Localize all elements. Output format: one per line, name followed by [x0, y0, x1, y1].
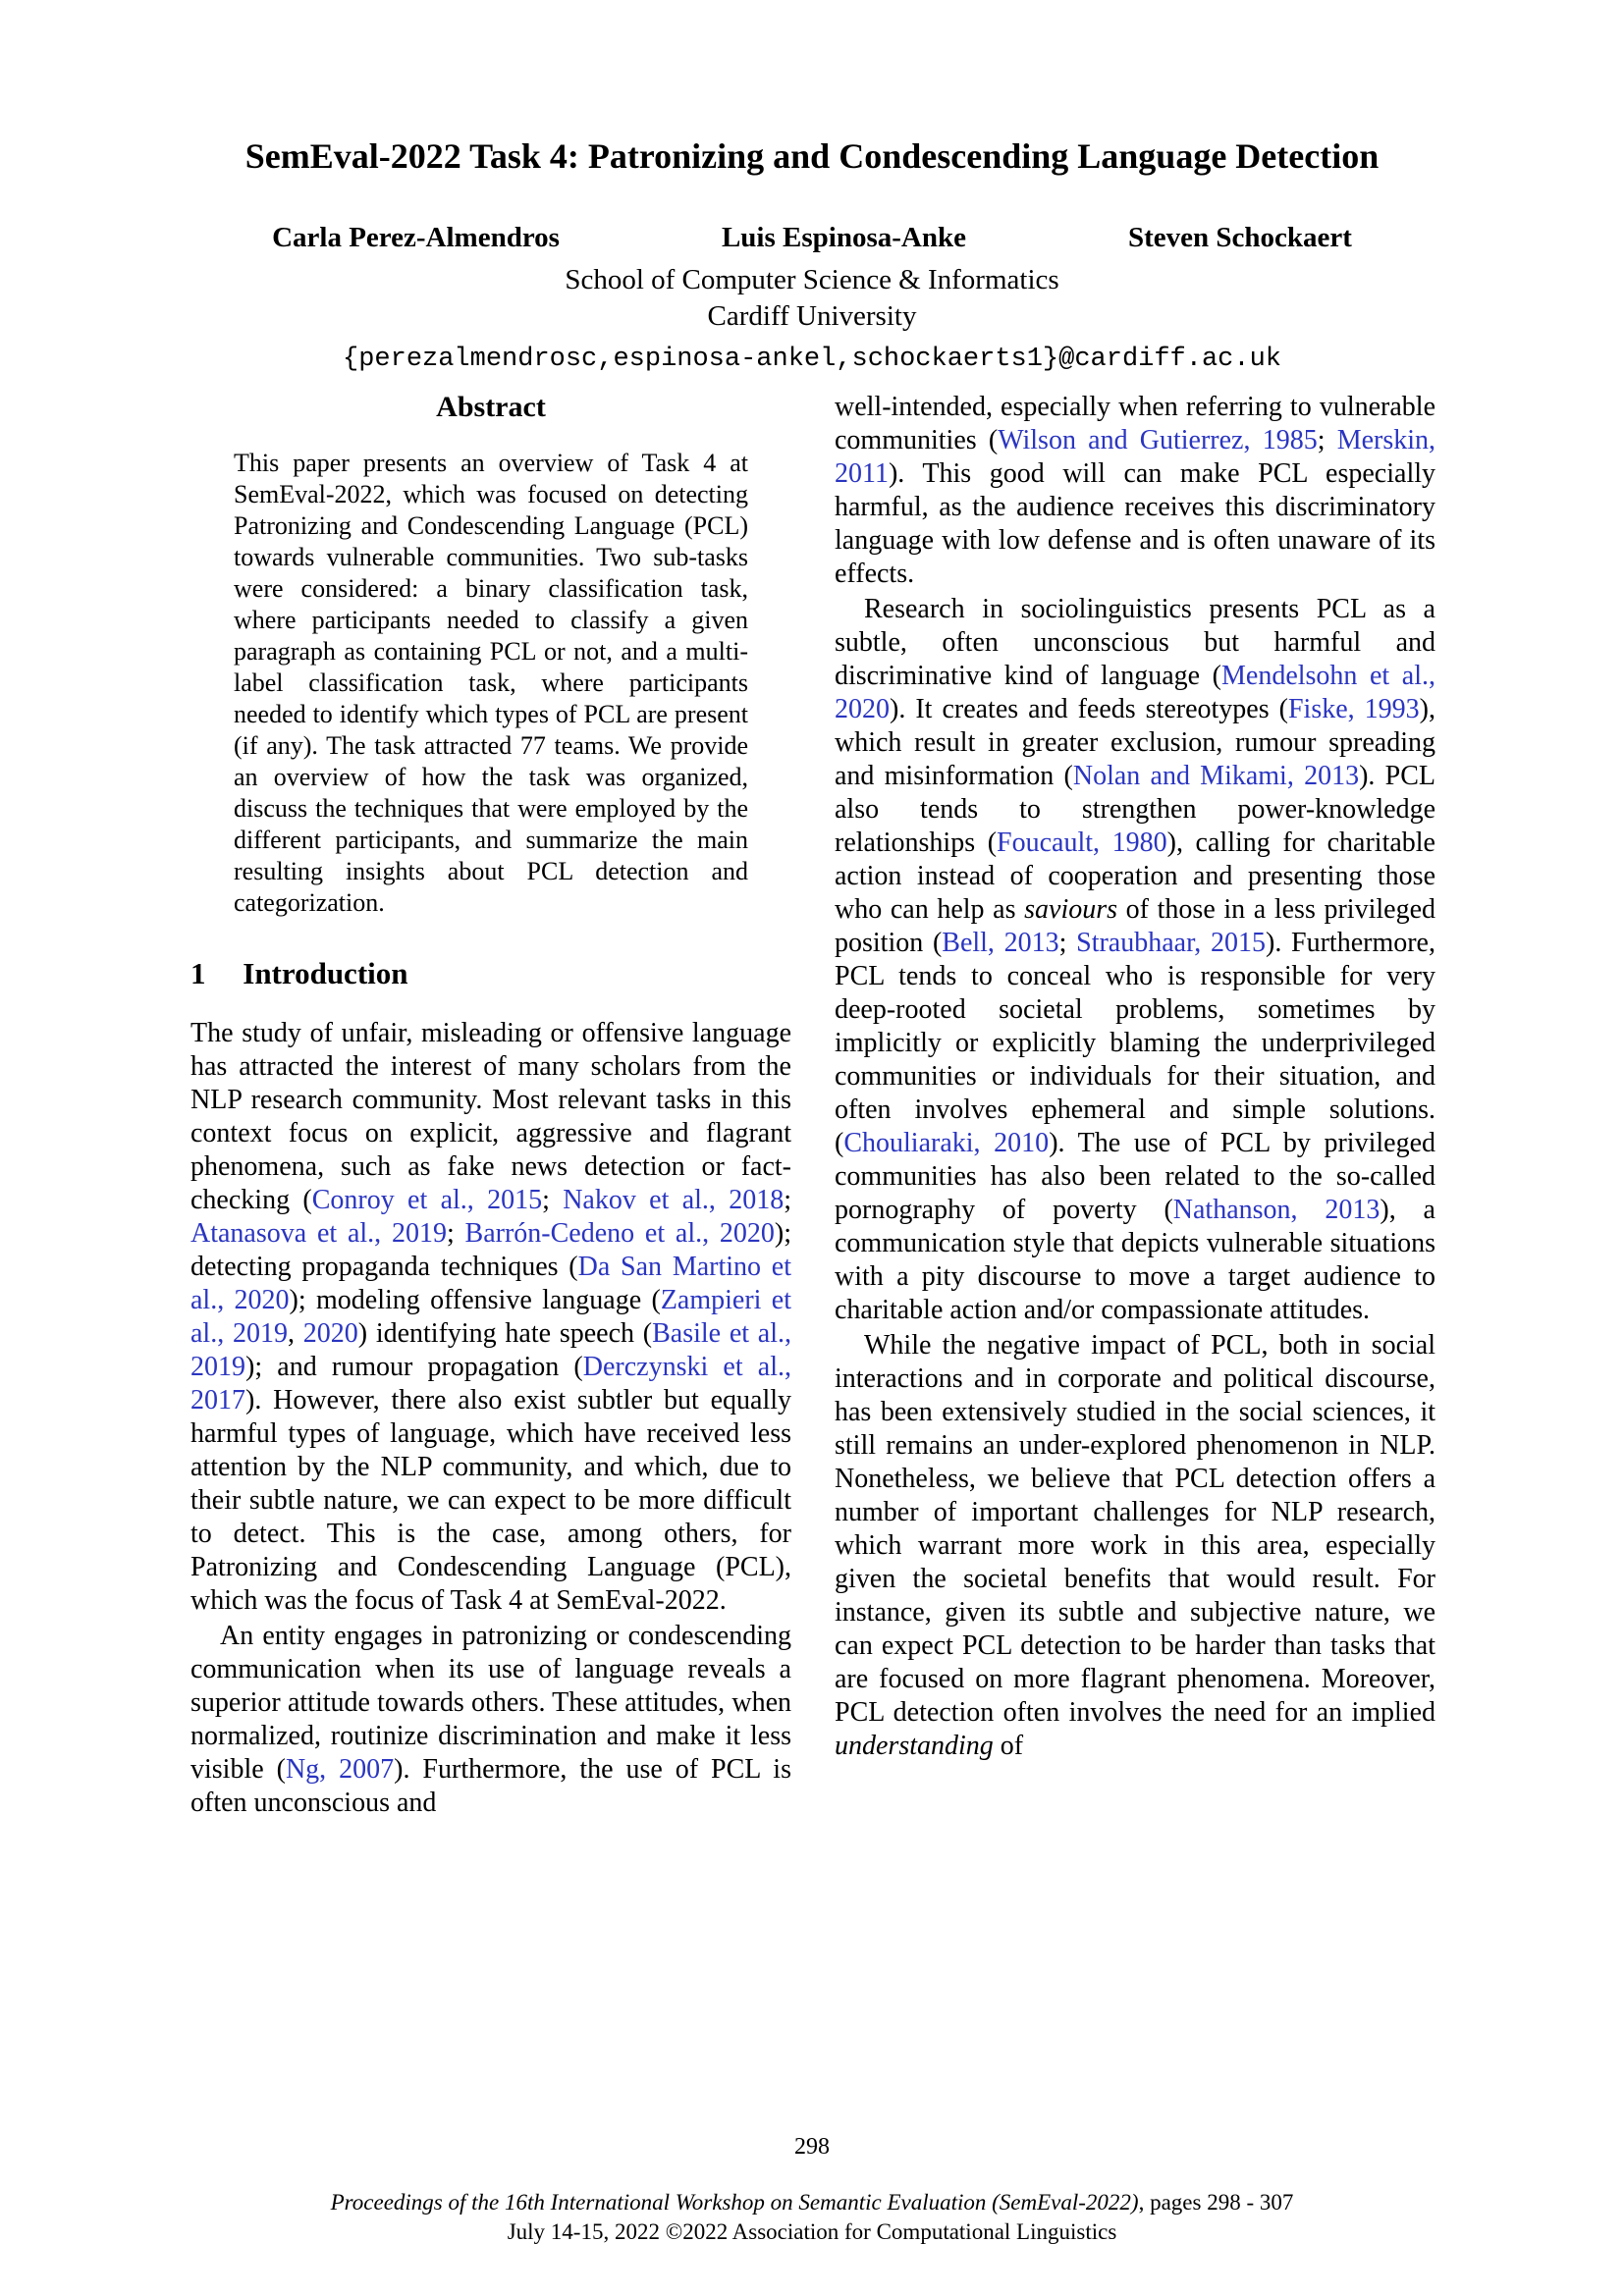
paragraph: [835, 1329, 1435, 1763]
text-segment: ;: [784, 1185, 792, 1215]
citation-link[interactable]: Bell, 2013: [942, 928, 1059, 958]
text-segment: well-intended, especially when referring to vulnerable communities (: [835, 392, 1435, 455]
text-segment: While the negative impact of PCL, both in social interactions and in corporate and political discourse, has been extensively studied in the social sciences, it still remains an under-explored phenomenon in NLP. Nonetheless, we believe that PCL detection offers a number of important challenges for NLP research, which warrant more work in this area, especially given the societal benefits that would result. For instance, given its subtle and subjective nature, we can expect PCL detection to be harder than tasks that are focused on more flagrant phenomena. Moreover, PCL detection often involves the need for an implied: [835, 1330, 1435, 1728]
text-segment: understanding: [835, 1731, 994, 1761]
text-segment: ). Furthermore, PCL tends to conceal who is responsible for very deep-rooted societal problems, sometimes by implicitly or explicitly blaming the underprivileged communities or individuals for their situation, and often involves ephemeral and simple solutions. (: [835, 928, 1435, 1158]
authors-row: [0, 222, 1624, 254]
text-segment: ). Furthermore, the use of PCL is often unconscious and: [190, 1754, 791, 1818]
affiliation-school: School of Computer Science & Informatics: [565, 264, 1059, 295]
citation-link[interactable]: 2020: [302, 1318, 358, 1349]
citation-link[interactable]: Barrón-Cedeno et al., 2020: [464, 1218, 775, 1249]
two-column-body: [190, 391, 1435, 1922]
citation-link[interactable]: Basile et al., 2019: [190, 1318, 792, 1382]
text-segment: ). However, there also exist subtler but equally harmful types of language, which have received less attention by the NLP community, and which, due to their subtle nature, we can expect to be more difficult to detect. This is the case, among others, for Patronizing and Condescending Language (PCL), which was the focus of Task 4 at SemEval-2022.: [190, 1385, 791, 1616]
title-block: [0, 135, 1624, 374]
text-segment: of: [993, 1731, 1024, 1761]
text-segment: , pages 298 - 307: [1138, 2190, 1294, 2215]
text-segment: ;: [1317, 425, 1337, 455]
text-segment: ;: [446, 1218, 465, 1249]
citation-link[interactable]: Da San Martino et al., 2020: [190, 1252, 792, 1315]
text-segment: ). PCL also tends to strengthen power-knowledge relationships (: [835, 761, 1435, 858]
paper-title: SemEval-2022 Task 4: Patronizing and Condescending Language Detection: [244, 136, 1380, 176]
citation-link[interactable]: Nakov et al., 2018: [563, 1185, 785, 1215]
citation-link[interactable]: Mendelsohn et al., 2020: [835, 661, 1435, 724]
paragraph: [835, 391, 1435, 591]
affiliation-university: Cardiff University: [707, 300, 917, 332]
proceedings-line: [0, 2188, 1624, 2217]
abstract-text: This paper presents an overview of Task 4 at SemEval-2022, which was focused on detecting Patronizing and Condescending Language (PCL) towards vulnerable communities. Two sub-tasks were considered: a binary classification task, where participants needed to classify a given paragraph as containing PCL or not, and a multi-label classification task, where participants needed to identify which types of PCL are present (if any). The task attracted 77 teams. We provide an overview of how the task was organized, discuss the techniques that were employed by the different participants, and summarize the main resulting insights about PCL detection and categorization.: [234, 449, 748, 917]
text-segment: ;: [1058, 928, 1077, 958]
text-segment: Proceedings of the 16th International Workshop on Semantic Evaluation (SemEval-2022): [330, 2190, 1139, 2215]
text-segment: ). The use of PCL by privileged communities has also been related to the so-called pornography of poverty (: [835, 1128, 1435, 1225]
author-name: Carla Perez-Almendros: [272, 222, 560, 253]
text-segment: saviours: [1024, 894, 1118, 925]
citation-link[interactable]: Fiske, 1993: [1287, 694, 1420, 724]
citation-link[interactable]: Nolan and Mikami, 2013: [1072, 761, 1360, 791]
paragraph: [835, 593, 1435, 1327]
citation-link[interactable]: Merskin, 2011: [835, 425, 1435, 489]
citation-link[interactable]: Zampieri et al., 2019: [190, 1285, 791, 1349]
right-column: [835, 391, 1435, 1922]
paragraph: [190, 1017, 791, 1618]
text-segment: Research in sociolinguistics presents PCL as a subtle, often unconscious but harmful and discriminative kind of language (: [835, 594, 1435, 691]
page-number: 298: [794, 2134, 830, 2160]
text-segment: ), calling for charitable action instead of cooperation and presenting those who can help as: [835, 828, 1435, 925]
text-segment: ), a communication style that depicts vulnerable situations with a pity discourse to move a target audience to charitable action and/or compassionate attitudes.: [835, 1195, 1435, 1325]
citation-link[interactable]: Chouliaraki, 2010: [843, 1128, 1050, 1158]
text-segment: An entity engages in patronizing or condescending communication when its use of language reveals a superior attitude towards others. These attitudes, when normalized, routinize discrimination and make it less visible (: [190, 1621, 791, 1785]
citation-link[interactable]: Derczynski et al., 2017: [190, 1352, 792, 1415]
text-segment: ), which result in greater exclusion, rumour spreading and misinformation (: [835, 694, 1435, 791]
citation-link[interactable]: Atanasova et al., 2019: [190, 1218, 447, 1249]
text-segment: of those in a less privileged position (: [835, 894, 1435, 958]
text-segment: ) identifying hate speech (: [357, 1318, 653, 1349]
author-emails: {perezalmendrosc,espinosa-ankel,schockaerts1}@cardiff.ac.uk: [343, 345, 1281, 374]
copyright-line: July 14-15, 2022 ©2022 Association for Computational Linguistics: [507, 2219, 1117, 2244]
citation-link[interactable]: Ng, 2007: [285, 1754, 395, 1785]
author-name: Steven Schockaert: [1127, 222, 1352, 253]
section-title: Introduction: [243, 956, 408, 990]
page-footer: [0, 2134, 1624, 2247]
left-column: [190, 391, 791, 1922]
citation-link[interactable]: Conroy et al., 2015: [311, 1185, 543, 1215]
text-segment: ;: [542, 1185, 564, 1215]
paragraph: [190, 1620, 791, 1820]
author-name: Luis Espinosa-Anke: [721, 222, 966, 253]
text-segment: ). This good will can make PCL especially harmful, as the audience receives this discriminatory language with low defense and is often unaware of its effects.: [835, 458, 1435, 589]
abstract-heading: Abstract: [436, 391, 546, 423]
text-segment: The study of unfair, misleading or offensive language has attracted the interest of many scholars from the NLP research community. Most relevant tasks in this context focus on explicit, aggressive and flagrant phenomena, such as fake news detection or fact-checking (: [190, 1018, 791, 1215]
section-heading-introduction: [190, 956, 791, 991]
text-segment: ); and rumour propagation (: [245, 1352, 583, 1382]
citation-link[interactable]: Nathanson, 2013: [1172, 1195, 1380, 1225]
text-segment: ); modeling offensive language (: [289, 1285, 661, 1315]
citation-link[interactable]: Wilson and Gutierrez, 1985: [998, 425, 1318, 455]
citation-link[interactable]: Straubhaar, 2015: [1076, 928, 1266, 958]
citation-link[interactable]: Foucault, 1980: [997, 828, 1167, 858]
text-segment: ,: [287, 1318, 303, 1349]
section-number: 1: [190, 956, 206, 990]
text-segment: ). It creates and feeds stereotypes (: [890, 694, 1288, 724]
text-segment: ); detecting propaganda techniques (: [190, 1218, 792, 1282]
